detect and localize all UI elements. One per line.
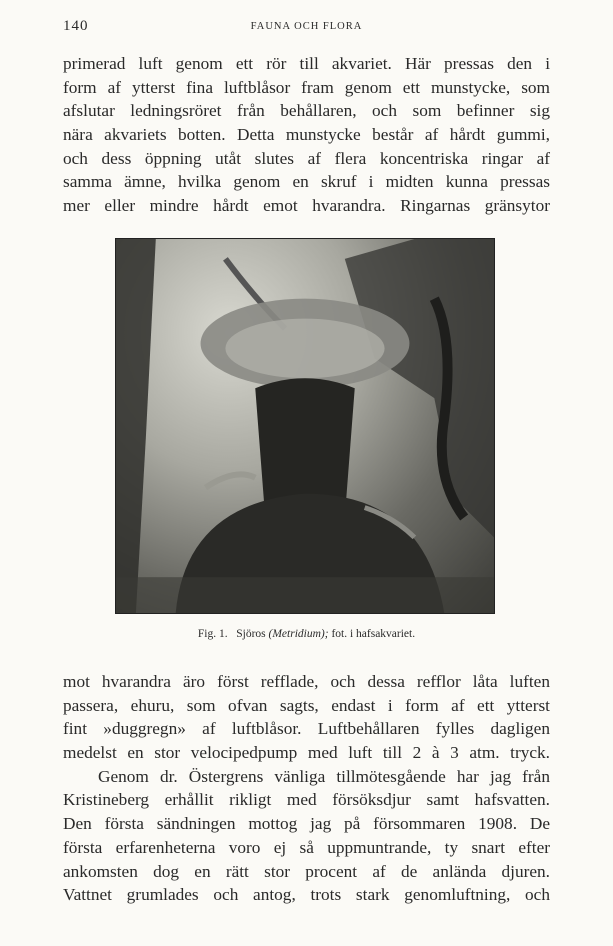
text-line: primerad luft genom ett rör till akvariet. Här pressas den i: [63, 54, 550, 73]
text-line: mot hvarandra äro först refflade, och dessa refflor låta luften: [63, 672, 550, 691]
photo-sea-anemone: [115, 238, 495, 614]
page-number: 140: [63, 18, 89, 34]
text-line: Kristineberg erhållit rikligt med försöksdjur samt hafsvatten.: [63, 790, 550, 810]
text-line: mer eller mindre hårdt emot hvarandra. Ringarnas gränsytor: [63, 196, 550, 216]
text-line: fint »duggregn» af luftblåsor. Luftbehållaren fylles dagligen: [63, 719, 550, 739]
figure-caption: [0, 628, 613, 640]
text-line: passera, ehuru, som ofvan sagts, endast i form af ett ytterst: [63, 695, 550, 715]
text-line: och dess öppning utåt slutes af flera koncentriska ringar af: [63, 148, 550, 168]
paragraph-1: [63, 52, 550, 218]
figure-name: Sjöros: [236, 628, 266, 640]
paragraph-2: [63, 670, 550, 907]
running-title: FAUNA OCH FLORA: [250, 21, 363, 32]
figure-label: Fig. 1.: [197, 628, 228, 640]
text-line: Vattnet grumlades och antog, trots stark genomluftning, och: [63, 885, 550, 905]
photo-illustration: [116, 239, 494, 613]
figure-note: fot. i hafsakvariet.: [331, 628, 416, 640]
text-line: Den första sändningen mottog jag på försommaren 1908. De: [63, 814, 550, 834]
figure-latin-name: (Metridium);: [268, 628, 329, 640]
text-line: samma ämne, hvilka genom en skruf i midten kunna pressas: [63, 172, 550, 192]
text-line: ankomsten dog en rätt stor procent af de anlända djuren.: [63, 861, 550, 881]
text-line: medelst en stor velocipedpump med luft till 2 à 3 atm. tryck.: [63, 743, 550, 763]
text-line: afslutar ledningsröret från behållaren, och som befinner sig: [63, 101, 550, 121]
text-line: första erfarenheterna voro ej så uppmuntrande, ty snart efter: [63, 837, 550, 857]
text-line: form af ytterst fina luftblåsor fram genom ett munstycke, som: [63, 77, 550, 97]
text-line: nära akvariets botten. Detta munstycke består af hårdt gummi,: [63, 125, 550, 145]
text-line: Genom dr. Östergrens vänliga tillmötesgående har jag från: [98, 766, 550, 786]
